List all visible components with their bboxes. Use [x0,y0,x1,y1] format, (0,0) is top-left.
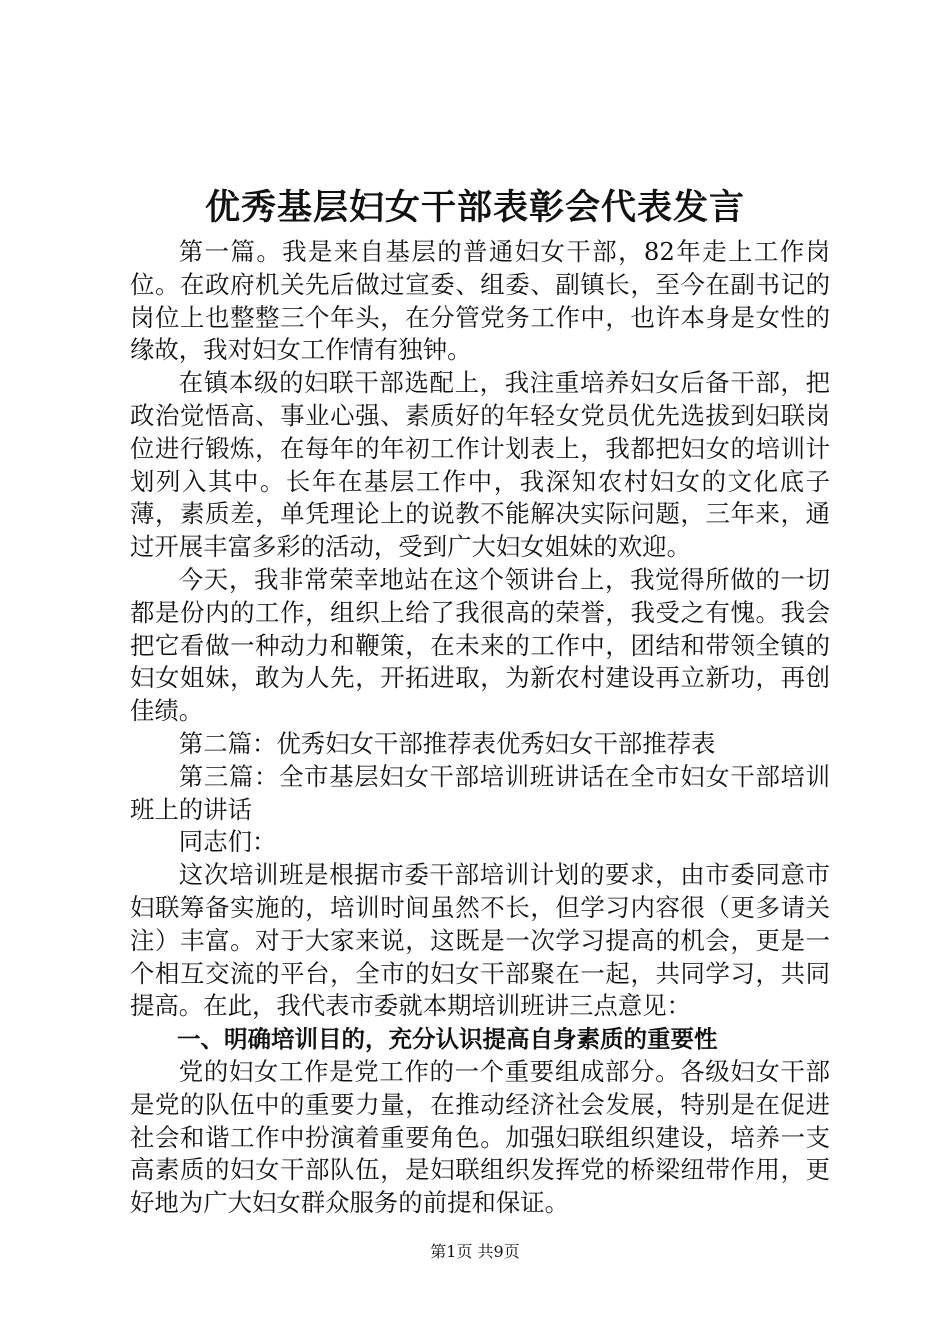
paragraph-5: 第三篇：全市基层妇女干部培训班讲话在全市妇女干部培训班上的讲话 [130,761,830,824]
page-footer: 第1页 共9页 [430,1242,520,1261]
document-body [130,236,830,1220]
document-title: 优秀基层妇女干部表彰会代表发言 [204,188,745,228]
paragraph-2: 在镇本级的妇联干部选配上，我注重培养妇女后备干部，把政治觉悟高、事业心强、素质好的年轻女党员优先选拔到妇联岗位进行锻炼，在每年的年初工作计划表上，我都把妇女的培训计划列入其中。长年在基层工作中，我深知农村妇女的文化底子薄，素质差，单凭理论上的说教不能解决实际问题，三年来，通过开展丰富多彩的活动，受到广大妇女姐妹的欢迎。 [130,368,830,562]
paragraph-4: 第二篇：优秀妇女干部推荐表优秀妇女干部推荐表 [178,728,716,758]
paragraph-3: 今天，我非常荣幸地站在这个领讲台上，我觉得所做的一切都是份内的工作，组织上给了我很高的荣誉，我受之有愧。我会把它看做一种动力和鞭策，在未来的工作中，团结和带领全镇的妇女姐妹，敢为人先，开拓进取，为新农村建设再立新功，再创佳绩。 [130,564,830,726]
paragraph-6: 同志们： [178,827,277,857]
paragraph-8: 党的妇女工作是党工作的一个重要组成部分。各级妇女干部是党的队伍中的重要力量，在推动经济社会发展，特别是在促进社会和谐工作中扮演着重要角色。加强妇联组织建设，培养一支高素质的妇女干部队伍，是妇联组织发挥党的桥梁纽带作用，更好地为广大妇女群众服务的前提和保证。 [130,1056,830,1218]
section-heading: 一、明确培训目的，充分认识提高自身素质的重要性 [177,1025,718,1054]
paragraph-1: 第一篇。我是来自基层的普通妇女干部，82年走上工作岗位。在政府机关先后做过宣委、组委、副镇长，至今在副书记的岗位上也整整三个年头，在分管党务工作中，也许本身是女性的缘故，我对妇女工作情有独钟。 [130,237,830,365]
paragraph-7: 这次培训班是根据市委干部培训计划的要求，由市委同意市妇联筹备实施的，培训时间虽然不长，但学习内容很（更多请关注）丰富。对于大家来说，这既是一次学习提高的机会，更是一个相互交流的平台，全市的妇女干部聚在一起，共同学习，共同提高。在此，我代表市委就本期培训班讲三点意见： [130,860,830,1021]
